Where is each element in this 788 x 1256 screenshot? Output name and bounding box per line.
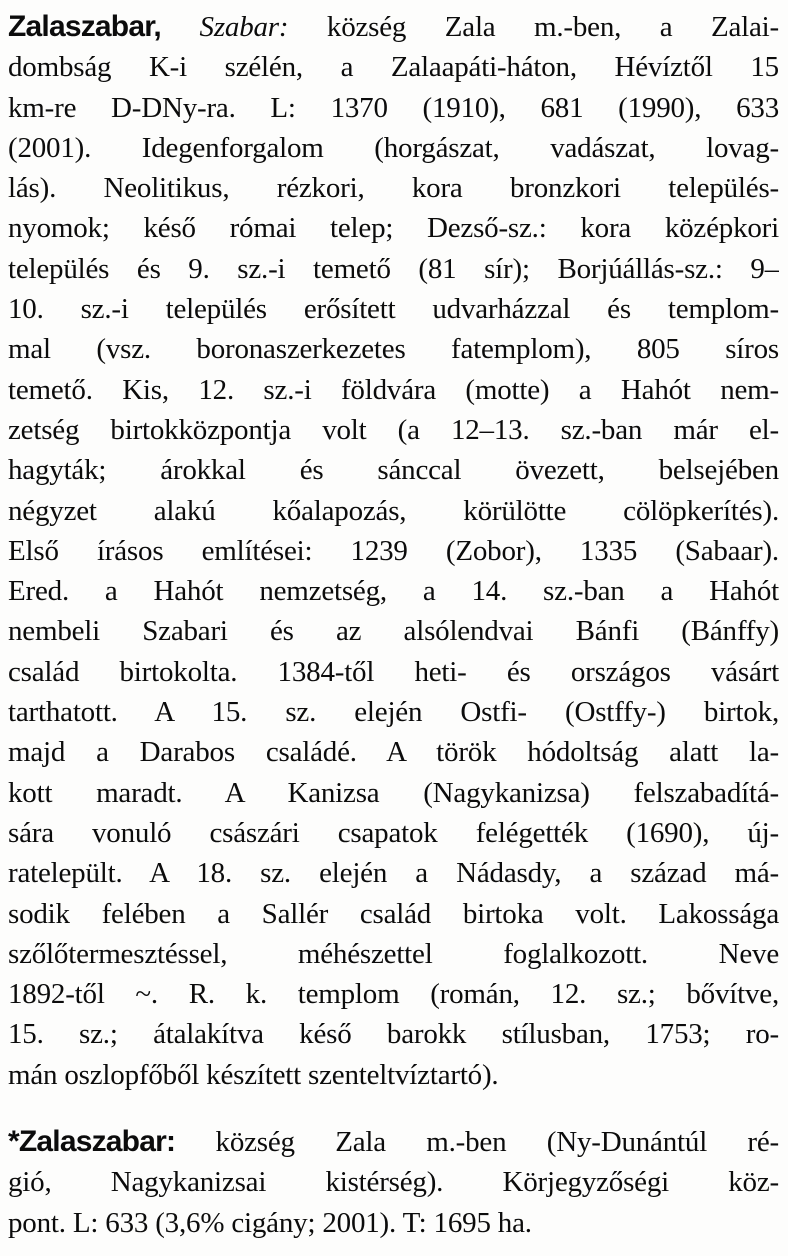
headword: *Zalaszabar: xyxy=(8,1125,176,1159)
body-text: mal (vsz. boronaszerkezetes fatemplom), 805 síros xyxy=(8,333,779,366)
body-text: nyomok; késő római telep; Dezső-sz.: kora középkori xyxy=(8,212,779,245)
body-text: Ered. a Hahót nemzetség, a 14. sz.-ban a Hahót xyxy=(8,575,779,608)
body-text: 10. sz.-i település erősített udvarházzal és templom- xyxy=(8,293,779,326)
text-line xyxy=(8,289,779,329)
body-text: község Zala m.-ben, a Zalai- xyxy=(288,11,779,43)
body-text: dombság K-i szélén, a Zalaapáti-háton, Hévíztől 15 xyxy=(8,51,779,84)
text-line xyxy=(8,571,779,611)
body-text: község Zala m.-ben (Ny-Dunántúl ré- xyxy=(175,1126,779,1159)
body-text: négyzet alakú kőalapozás, körülötte cölöpkerítés). xyxy=(8,494,779,527)
body-text: család birtokolta. 1384-től heti- és országos vásárt xyxy=(8,655,779,688)
body-text: (2001). Idegenforgalom (horgászat, vadászat, lovag- xyxy=(8,131,779,164)
text-line xyxy=(8,934,779,974)
text-line xyxy=(8,611,779,651)
text-line xyxy=(8,88,779,128)
body-text: Első írásos említései: 1239 (Zobor), 1335 (Sabaar). xyxy=(8,534,779,567)
text-line xyxy=(8,853,779,893)
body-text: 15. sz.; átalakítva késő barokk stílusban, 1753; ro- xyxy=(8,1018,779,1051)
body-text: gió, Nagykanizsai kistérség). Körjegyzőségi köz- xyxy=(8,1166,779,1199)
body-text: 1892-től ~. R. k. templom (román, 12. sz.; bővítve, xyxy=(8,978,779,1011)
body-text: település és 9. sz.-i temető (81 sír); Borjúállás-sz.: 9– xyxy=(8,252,779,285)
text-line xyxy=(8,370,779,410)
body-text: tarthatott. A 15. sz. elején Ostfi- (Ostffy-) birtok, xyxy=(8,696,779,729)
text-line xyxy=(8,1122,779,1162)
headword: Zalaszabar, xyxy=(8,10,161,43)
text-line xyxy=(8,894,779,934)
text-line xyxy=(8,813,779,853)
body-text: sára vonuló császári csapatok felégették (1690), új- xyxy=(8,816,779,849)
entry-zalaszabar-admin xyxy=(8,1122,779,1243)
body-text: mán oszlopfőből készített szenteltvíztartó). xyxy=(8,1058,499,1091)
body-text: hagyták; árokkal és sánccal övezett, belsejében xyxy=(8,454,779,487)
body-text: ratelepült. A 18. sz. elején a Nádasdy, a század má- xyxy=(8,857,779,890)
text-line xyxy=(8,531,779,571)
body-text: majd a Darabos családé. A török hódoltság alatt la- xyxy=(8,736,779,769)
text-line xyxy=(8,773,779,813)
text-line xyxy=(8,491,779,531)
body-text: nembeli Szabari és az alsólendvai Bánfi (Bánffy) xyxy=(8,615,779,648)
text-line xyxy=(8,652,779,692)
body-text: km-re D-DNy-ra. L: 1370 (1910), 681 (1990), 633 xyxy=(8,91,779,124)
text-line xyxy=(8,7,779,47)
body-text: zetség birtokközpontja volt (a 12–13. sz.-ban már el- xyxy=(8,413,779,446)
text-line xyxy=(8,47,779,87)
text-line xyxy=(8,1162,779,1202)
variant-name: Szabar: xyxy=(199,11,289,43)
text-line xyxy=(8,974,779,1014)
text-line xyxy=(8,1014,779,1054)
entry-zalaszabar-main xyxy=(8,7,779,1095)
body-text: pont. L: 633 (3,6% cigány; 2001). T: 1695 ha. xyxy=(8,1206,532,1239)
body-text: lás). Neolitikus, rézkori, kora bronzkori település- xyxy=(8,172,779,205)
body-text xyxy=(161,11,200,43)
body-text: sodik felében a Sallér család birtoka volt. Lakossága xyxy=(8,897,779,930)
text-line xyxy=(8,692,779,732)
text-line xyxy=(8,208,779,248)
text-line xyxy=(8,329,779,369)
text-line xyxy=(8,450,779,490)
text-line xyxy=(8,249,779,289)
body-text: kott maradt. A Kanizsa (Nagykanizsa) felszabadítá- xyxy=(8,776,779,809)
text-line xyxy=(8,128,779,168)
text-line xyxy=(8,1203,779,1243)
text-line xyxy=(8,1055,779,1095)
body-text: szőlőtermesztéssel, méhészettel foglalkozott. Neve xyxy=(8,937,779,970)
text-line xyxy=(8,732,779,772)
body-text: temető. Kis, 12. sz.-i földvára (motte) a Hahót nem- xyxy=(8,373,779,406)
text-line xyxy=(8,410,779,450)
text-line xyxy=(8,168,779,208)
